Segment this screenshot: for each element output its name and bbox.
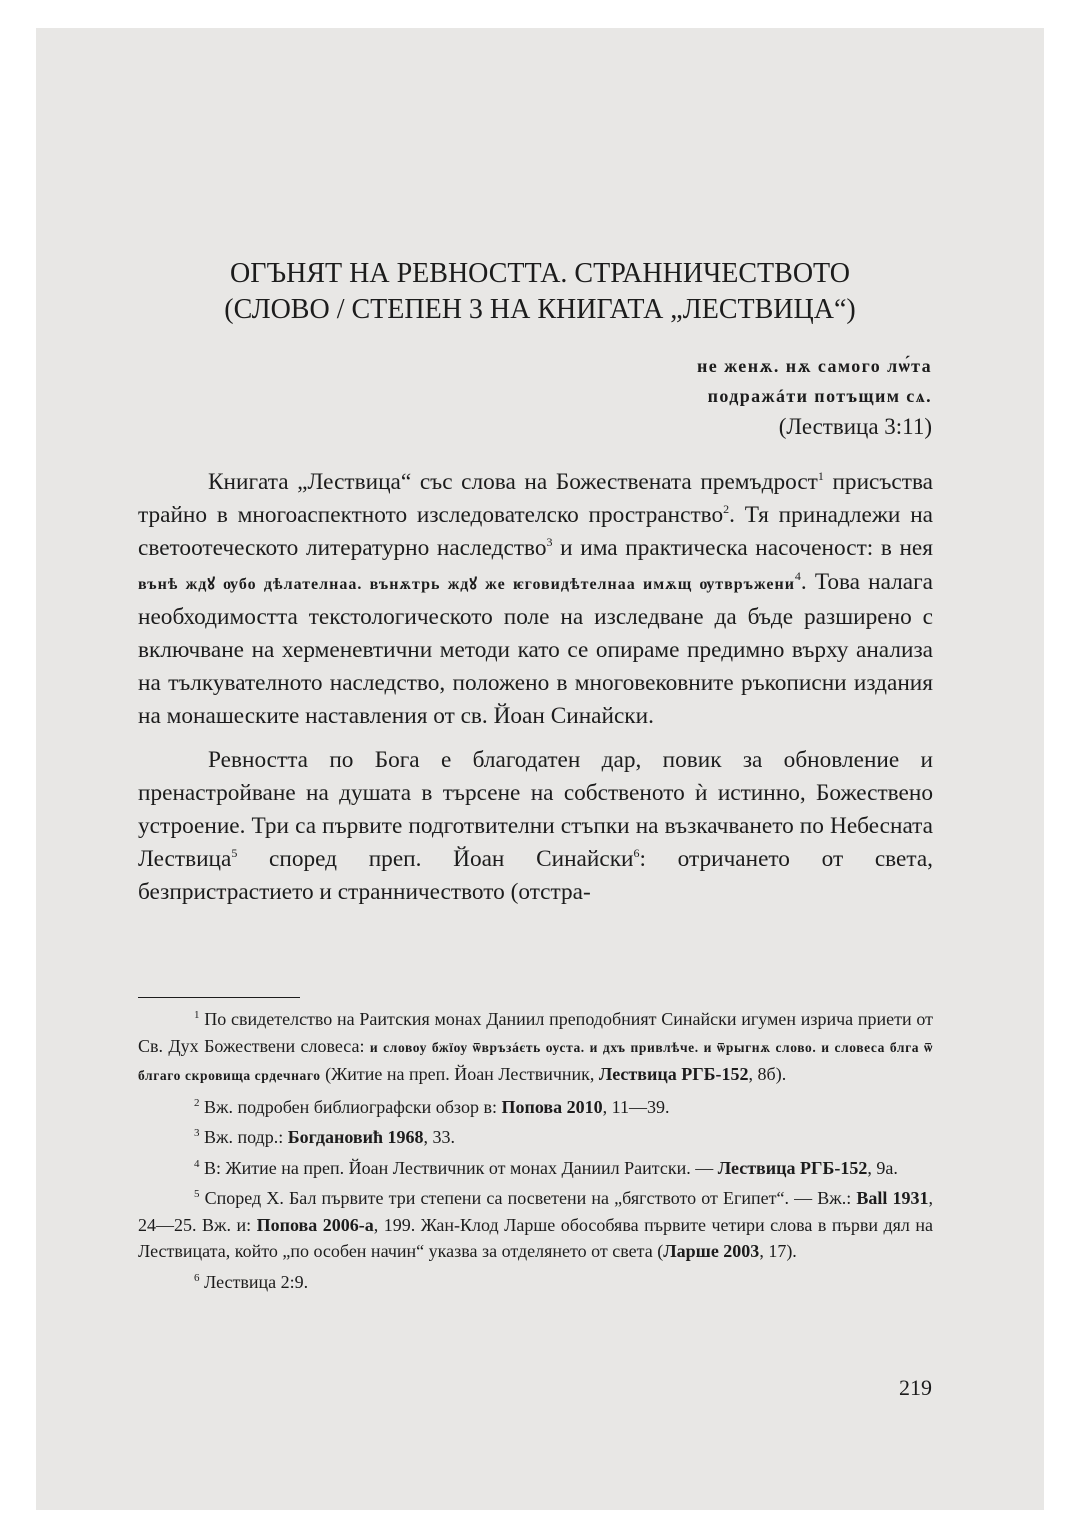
page-number: 219 <box>899 1375 932 1400</box>
chapter-title-line-2: (СЛОВО / СТЕПЕН 3 НА КНИГАТА „ЛЕСТВИЦА“) <box>224 294 856 325</box>
footnote-divider <box>138 997 300 998</box>
footnote-ref: 3 <box>546 535 553 550</box>
footnotes <box>138 1006 933 1299</box>
footnote-2: $^2$ Вж. подробен библиографски обзор в: Попова 2010, 11—39. <box>194 1096 670 1117</box>
footnote-6: $^6$ Лествица 2:9. <box>194 1271 309 1292</box>
footnote-5: $^5$ Според Х. Бал първите три степени са посветени на „бягството от Египет“. — Вж.: Ball 1931, 24—25. Вж. и: Попова 2006-а, 199. Жан-Клод Ларше обособява първите четири слова в първи дял на Лествицата, който „по особен начин“ указва за отделянето от света (Ларше 2003, 17). <box>138 1188 934 1261</box>
main-text <box>138 466 933 910</box>
epigraph-reference: (Лествица 3:11) <box>778 414 932 439</box>
footnote-ref: 4 <box>794 568 801 583</box>
footnote-4: $^4$ В: Житие на преп. Йоан Лествичник от монах Даниил Раитски. — Лествица РГБ-152, 9а. <box>194 1157 898 1178</box>
church-slavonic-quote: и словоу бжїоу ѿвръзáєть оуста. и дхъ привлѣче. и ѿрыгнѫ слово. и словеса блга ѿ блгаго скровища срдечнаго <box>138 1039 933 1083</box>
church-slavonic-quote: вънѣ ждꙋ ѹбо дѣлателнаа. вънѫтрь ждꙋ же ѥговидѣтелнаа имѫщ ѹтвръжени <box>138 575 795 593</box>
footnote-ref: 2 <box>723 502 730 517</box>
chapter-title-line-1: ОГЪНЯТ НА РЕВНОСТТА. СТРАННИЧЕСТВОТО <box>229 258 851 289</box>
epigraph-line-2: подражáти потъщим сѧ. <box>707 386 932 406</box>
footnote-ref: 5 <box>231 846 238 861</box>
footnote-ref: 1 <box>817 469 824 483</box>
paragraph-1: Книгата „Лествица“ със слова на Божествената премъдрост$^1$ присъства трайно в многоаспектното изследователско пространство$^2$. Тя принадлежи на светоотеческото литературно наследство$^3$ и има практическа насоченост: в нея вънѣ ждꙋ ѹбо дѣлателнаа. вънѫтрь ждꙋ же ѥговидѣтелнаа имѫщ ѹтвръжени$^4$. Това налага необходимостта текстологическото поле на изследване да бъде разширено с включване на херменевтични методи като се опираме предимно върху анализа на тълкувателното наследство, положено в многовековните ръкописни издания на монашеските наставления от св. Йоан Синайски. <box>138 469 933 730</box>
paragraph-2: Ревността по Бога е благодатен дар, повик за обновление и пренастройване на душата в търсене на собственото ѝ истинно, Божествено устроение. Три са първите подготвителни стъпки на възкачването по Небесната Лествица$^5$ според преп. Йоан Синайски$^6$: отричането от света, безпристрастието и странничеството (отстра- <box>138 746 934 906</box>
chapter-title <box>120 256 960 328</box>
footnote-1: $^1$ По свидетелство на Раитския монах Даниил преподобният Синайски игумен изрича приети от Св. Дух Божествени словеса: и словоу бжїоу ѿвръзáєть оуста. и дхъ привлѣче. и ѿрыгнѫ слово. и словеса блга ѿ блгаго скровища срдечнаго (Житие на преп. Йоан Лествичник, Лествица РГБ-152, 8б). <box>138 1009 933 1084</box>
footnote-ref: 6 <box>633 846 640 861</box>
footnote-3: $^3$ Вж. подр.: Богдановић 1968, 33. <box>194 1127 456 1147</box>
epigraph-church-slavonic <box>372 351 932 411</box>
epigraph-line-1: не женѫ. нѫ самого лѡ́та <box>697 356 932 376</box>
